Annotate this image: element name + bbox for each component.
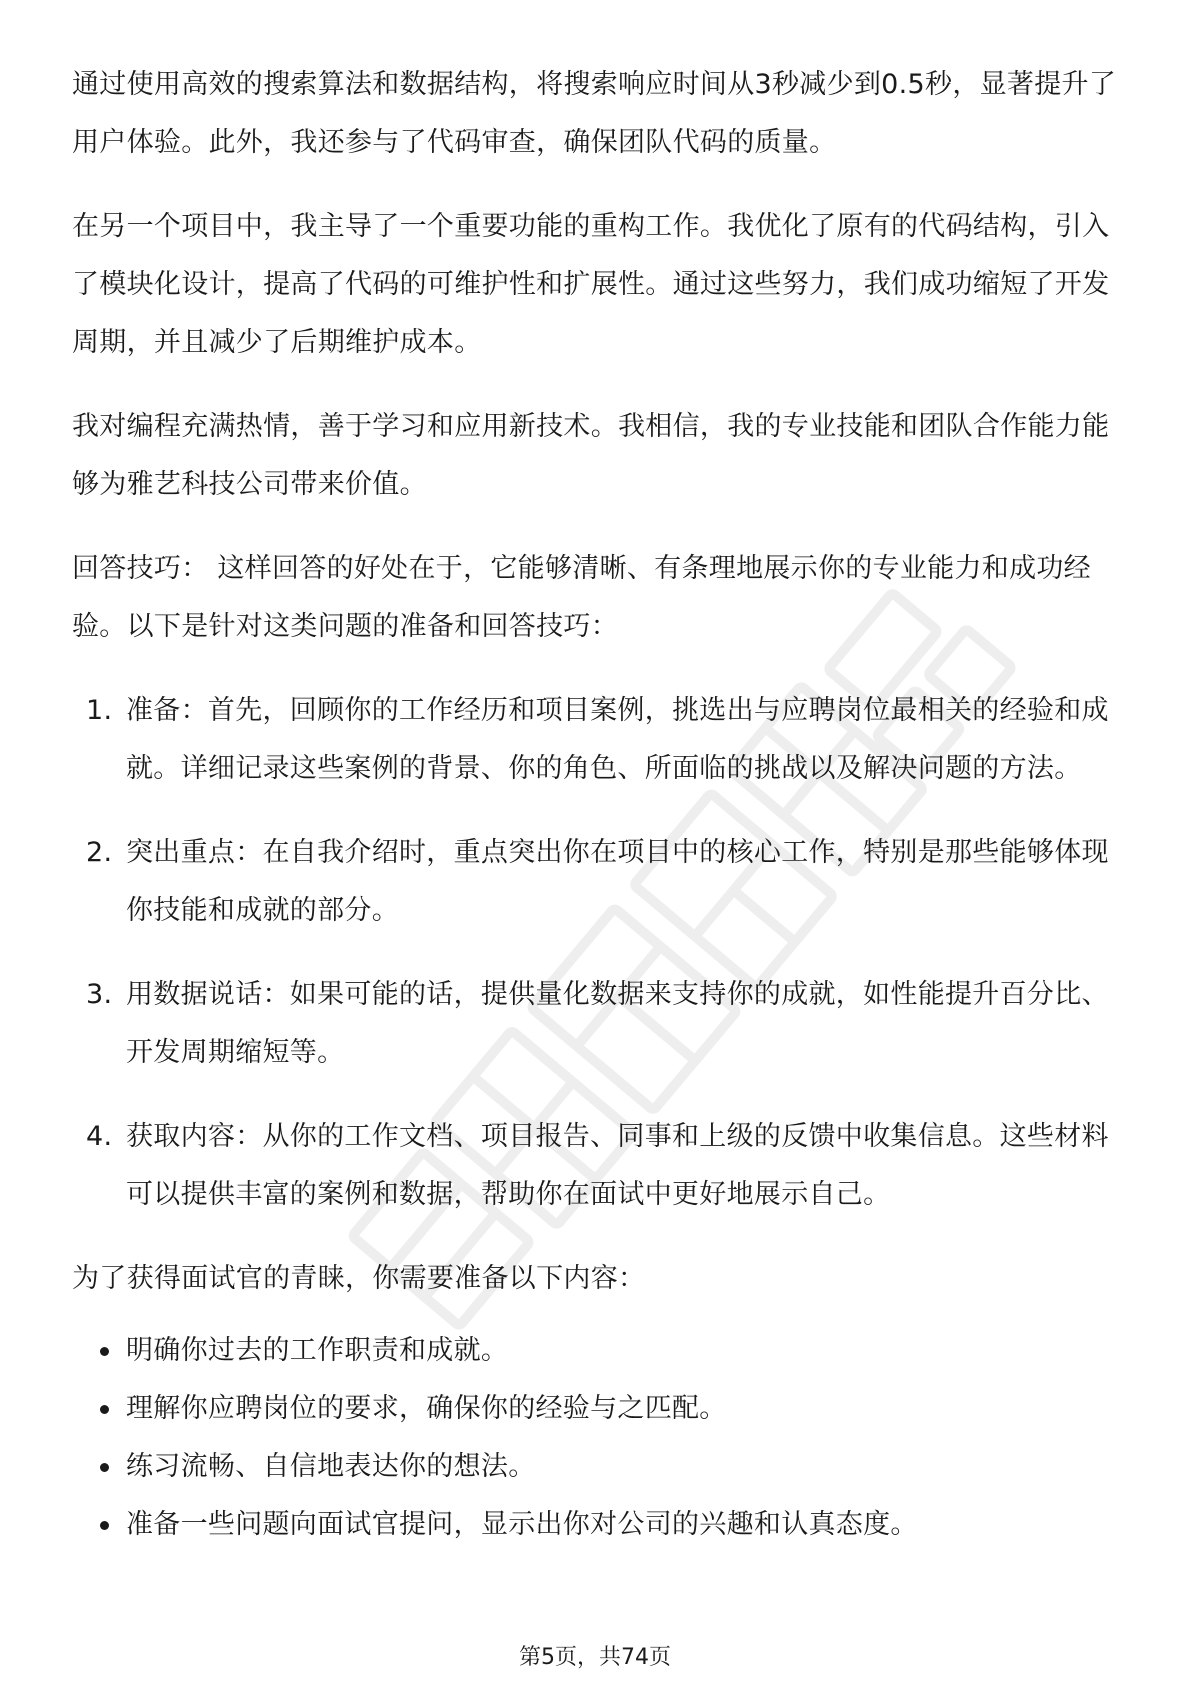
list-item-text: 突出重点：在自我介绍时，重点突出你在项目中的核心工作，特别是那些能够体现你技能和成就的部分。 — [126, 837, 1109, 926]
intro-text: 为了获得面试官的青睐，你需要准备以下内容： — [72, 1263, 646, 1294]
paragraph: 通过使用高效的搜索算法和数据结构，将搜索响应时间从3秒减少到0.5秒，显著提升了用户体验。此外，我还参与了代码审查，确保团队代码的质量。 — [72, 69, 1117, 158]
paragraph-tips: 回答技巧： 这样回答的好处在于，它能够清晰、有条理地展示你的专业能力和成功经验。以下是针对这类问题的准备和回答技巧： — [72, 553, 1091, 642]
bullet-icon — [100, 1463, 109, 1472]
list-item — [72, 966, 1132, 1082]
bullet-icon — [100, 1347, 109, 1356]
list-item — [72, 1108, 1132, 1224]
bullet-item — [72, 1322, 1132, 1380]
bullet-item-text: 理解你应聘岗位的要求，确保你的经验与之匹配。 — [126, 1393, 727, 1424]
bullet-icon — [100, 1405, 109, 1414]
page-content — [72, 56, 1132, 1554]
list-number: 1. — [86, 695, 113, 726]
bullet-item-text: 明确你过去的工作职责和成就。 — [126, 1335, 509, 1366]
list-item-text: 准备：首先，回顾你的工作经历和项目案例，挑选出与应聘岗位最相关的经验和成就。详细记录这些案例的背景、你的角色、所面临的挑战以及解决问题的方法。 — [126, 695, 1109, 784]
list-number: 3. — [86, 979, 113, 1010]
list-item-text: 用数据说话：如果可能的话，提供量化数据来支持你的成就，如性能提升百分比、开发周期缩短等。 — [126, 979, 1109, 1068]
page-footer: 第5页，共74页 — [519, 1645, 671, 1670]
ordered-list — [72, 682, 1132, 1224]
bullet-item — [72, 1380, 1132, 1438]
list-number: 4. — [86, 1121, 113, 1152]
bullet-item — [72, 1438, 1132, 1496]
bullet-item-text: 准备一些问题向面试官提问，显示出你对公司的兴趣和认真态度。 — [126, 1509, 918, 1540]
bullet-list — [72, 1322, 1132, 1554]
bullet-item — [72, 1496, 1132, 1554]
paragraph: 我对编程充满热情，善于学习和应用新技术。我相信，我的专业技能和团队合作能力能够为雅艺科技公司带来价值。 — [72, 411, 1110, 500]
bullet-icon — [100, 1521, 109, 1530]
list-number: 2. — [86, 837, 113, 868]
list-item-text: 获取内容：从你的工作文档、项目报告、同事和上级的反馈中收集信息。这些材料可以提供丰富的案例和数据，帮助你在面试中更好地展示自己。 — [126, 1121, 1109, 1210]
list-item — [72, 824, 1132, 940]
paragraph: 在另一个项目中，我主导了一个重要功能的重构工作。我优化了原有的代码结构，引入了模块化设计，提高了代码的可维护性和扩展性。通过这些努力，我们成功缩短了开发周期，并且减少了后期维护成本。 — [72, 211, 1110, 358]
list-item — [72, 682, 1132, 798]
bullet-item-text: 练习流畅、自信地表达你的想法。 — [126, 1451, 536, 1482]
